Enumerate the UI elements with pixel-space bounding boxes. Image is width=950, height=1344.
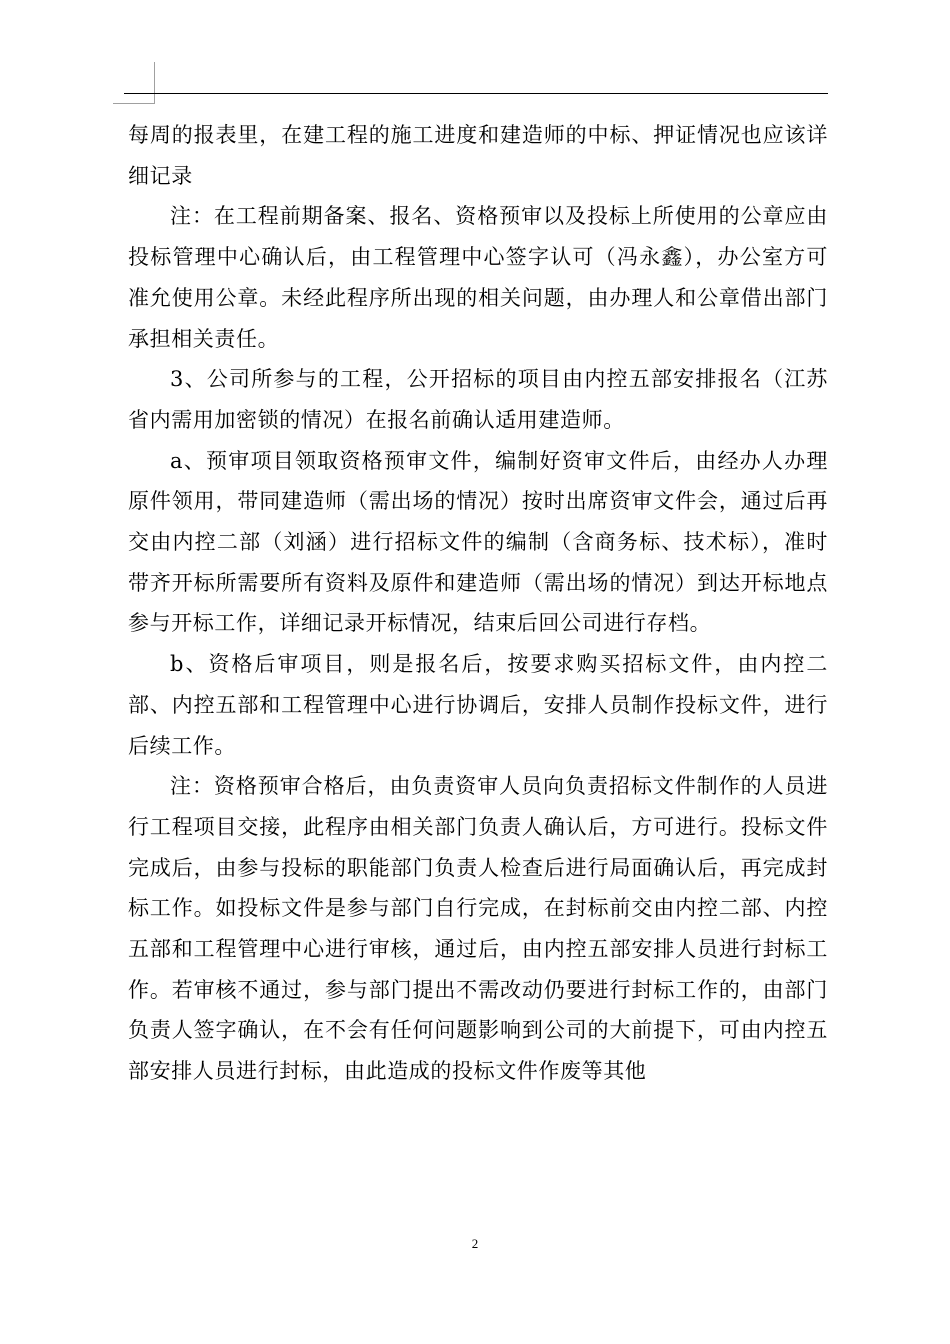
crop-mark-horizontal xyxy=(113,103,155,104)
paragraph: a、预审项目领取资格预审文件，编制好资审文件后，由经办人办理原件领用，带同建造师（需出场的情况）按时出席资审文件会，通过后再交由内控二部（刘涵）进行招标文件的编制（含商务标、技术标），准时带齐开标所需要所有资料及原件和建造师（需出场的情况）到达开标地点参与开标工作，详细记录开标情况，结束后回公司进行存档。 xyxy=(128,448,828,636)
page-number: 2 xyxy=(471,1236,479,1251)
paragraph: 3、公司所参与的工程，公开招标的项目由内控五部安排报名（江苏省内需用加密锁的情况）在报名前确认适用建造师。 xyxy=(128,367,828,432)
crop-mark-vertical xyxy=(154,62,155,104)
header-rule xyxy=(124,93,828,94)
paragraph: 注：资格预审合格后，由负责资审人员向负责招标文件制作的人员进行工程项目交接，此程序由相关部门负责人确认后，方可进行。投标文件完成后，由参与投标的职能部门负责人检查后进行局面确认后，再完成封标工作。如投标文件是参与部门自行完成，在封标前交由内控二部、内控五部和工程管理中心进行审核，通过后，由内控五部安排人员进行封标工作。若审核不通过，参与部门提出不需改动仍要进行封标工作的，由部门负责人签字确认，在不会有任何问题影响到公司的大前提下，可由内控五部安排人员进行封标，由此造成的投标文件作废等其他 xyxy=(128,774,828,1084)
paragraph: 注：在工程前期备案、报名、资格预审以及投标上所使用的公章应由投标管理中心确认后，由工程管理中心签字认可（冯永鑫），办公室方可准允使用公章。未经此程序所出现的相关问题，由办理人和公章借出部门承担相关责任。 xyxy=(128,204,828,351)
document-body xyxy=(128,115,828,1092)
paragraph: b、资格后审项目，则是报名后，按要求购买招标文件，由内控二部、内控五部和工程管理中心进行协调后，安排人员制作投标文件，进行后续工作。 xyxy=(128,652,828,758)
paragraph: 每周的报表里，在建工程的施工进度和建造师的中标、押证情况也应该详细记录 xyxy=(128,123,828,188)
